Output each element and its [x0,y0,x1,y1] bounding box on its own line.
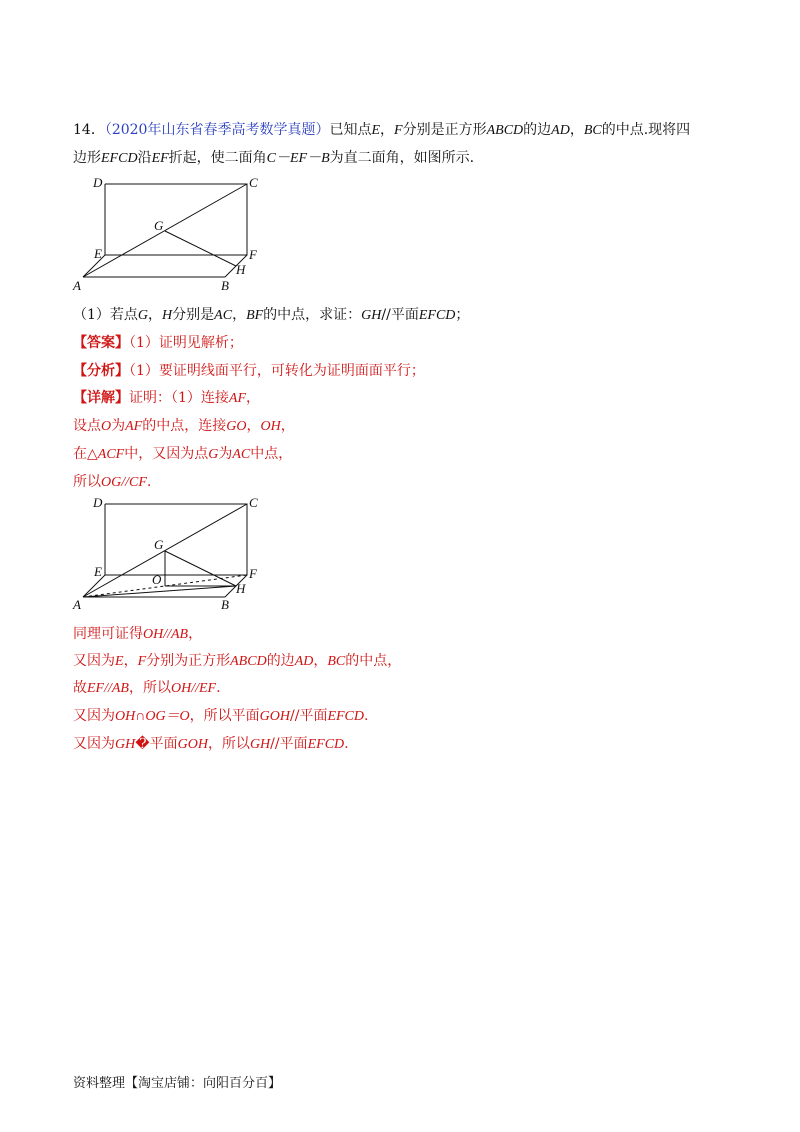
text: ，所以 [207,736,250,752]
math: EF [151,151,169,166]
proof-line-2 [73,652,401,671]
text: 为 [218,446,233,462]
math: BF [246,308,264,323]
math: C－EF－B [266,151,330,166]
text: ， [148,307,163,323]
page-footer: 资料整理【淘宝店铺：向阳百分百】 [73,1076,282,1091]
text: 中点， [250,446,293,462]
text: ，所以 [129,680,171,696]
label-g: G [154,537,164,552]
math: EFCD [418,308,456,323]
math: AF [125,419,143,434]
math: EFCD [101,151,138,166]
math: AD [551,123,570,138]
text: 故 [73,680,87,696]
math: E [115,654,124,669]
label-e: E [94,564,102,579]
proof-line-4 [73,707,368,726]
text: 的边 [266,653,295,669]
analysis-text: （1）要证明线面平行，可转化为证明面面平行； [129,363,425,379]
text: 又因为 [73,653,115,669]
label-g: G [154,218,164,233]
math: AC [232,447,251,462]
detail-line-1 [73,389,260,408]
problem-number: 14． [73,122,105,138]
label-c: C [249,495,258,510]
text: 在 [73,446,87,462]
math: O [101,419,112,434]
text: 分别是 [172,307,215,323]
segment-gh [165,231,236,266]
label-f: F [249,566,257,581]
text: ，所以平面 [189,708,260,724]
text: 沿 [137,150,152,166]
segment-ac [83,184,247,277]
analysis-tag: 【分析】 [73,363,129,379]
detail-line-4 [73,473,151,492]
text: ， [246,418,261,434]
text: 又因为 [73,736,115,752]
text: ， [188,626,203,642]
text: 边形 [73,150,101,166]
text: . [344,736,349,752]
text: 证明：（1）连接 [129,390,229,406]
problem-line-1 [73,121,690,140]
label-a: A [73,278,81,293]
problem-source: （2020年山东省春季高考数学真题） [104,122,330,138]
math: GH [361,308,382,323]
label-o: O [152,572,162,587]
answer-line [73,334,243,352]
math: G [137,308,149,323]
analysis-line [73,362,425,380]
text: 为直二面角，如图所示. [329,150,475,166]
math: GH [115,737,136,752]
geometry-figure-1 [70,172,270,294]
label-c: C [249,175,258,190]
text: 为 [111,418,126,434]
label-d: D [93,495,103,510]
text: //平面 [290,708,328,724]
label-d: D [93,175,103,190]
math: F [137,654,147,669]
segment-gh [165,551,236,586]
text: 的边 [523,122,552,138]
math: OG//CF [101,475,147,490]
detail-line-3 [73,445,292,464]
math: G [208,447,219,462]
text: ， [246,390,261,406]
text: 中，又因为点 [124,446,209,462]
math: OH [260,419,281,434]
math: EF//AB [87,681,129,696]
detail-tag: 【详解】 [73,390,129,406]
label-b: B [221,597,229,612]
problem-line-2 [73,149,474,168]
math: ABCD [230,654,267,669]
math: △ACF [87,447,125,462]
question-1 [73,306,469,325]
answer-tag: 【答案】 [73,335,129,351]
text: （1）若点 [73,307,138,323]
text: 设点 [73,418,101,434]
text: 平面 [149,736,178,752]
text: 的中点， [345,653,402,669]
geometry-figure-2 [70,492,270,614]
text: . [216,680,221,696]
text: 已知点 [329,122,372,138]
math: BC [327,654,346,669]
proof-line-1 [73,625,202,644]
math: E [371,123,381,138]
text: ； [455,307,470,323]
math: ABCD [486,123,524,138]
math: H [162,308,173,323]
proof-line-5 [73,735,349,754]
face-efcd [105,184,247,255]
math: OH//AB [143,627,189,642]
math: AF [228,391,247,406]
math: F [394,123,403,138]
text: 的中点，求证： [263,307,362,323]
text: � [135,736,150,752]
text: ， [569,122,584,138]
proof-line-3 [73,679,221,698]
text: 又因为 [73,708,115,724]
text: ， [380,122,395,138]
text: ， [123,653,138,669]
face-efcd [105,504,247,575]
label-e: E [94,246,102,261]
detail-line-2 [73,417,295,436]
text: . [146,474,152,490]
text: . [364,708,369,724]
math: OH∩OG＝O [115,709,190,724]
math: EFCD [327,709,365,724]
math: GO [226,419,247,434]
text: //平面 [270,736,308,752]
text: ， [280,418,295,434]
text: 折起，使二面角 [168,150,267,166]
text: 分别是正方形 [402,122,487,138]
text: 的中点.现将四 [601,122,691,138]
label-h: H [236,581,246,596]
math: AC [214,308,233,323]
text: //平面 [381,307,419,323]
answer-text: （1）证明见解析； [129,335,243,351]
math: OH//EF [171,681,217,696]
text: 分别为正方形 [146,653,231,669]
label-b: B [221,278,229,293]
math: GOH [177,737,208,752]
text: 的中点，连接 [142,418,227,434]
math: BC [583,123,602,138]
math: AD [294,654,314,669]
segment-ah [83,586,236,597]
math: EFCD [307,737,345,752]
text: ， [313,653,328,669]
text: 所以 [73,474,101,490]
label-f: F [249,247,257,262]
label-a: A [73,597,81,612]
text: ， [232,307,247,323]
label-h: H [236,262,246,277]
math: GOH [259,709,291,724]
text: 同理可证得 [73,626,143,642]
math: GH [249,737,271,752]
